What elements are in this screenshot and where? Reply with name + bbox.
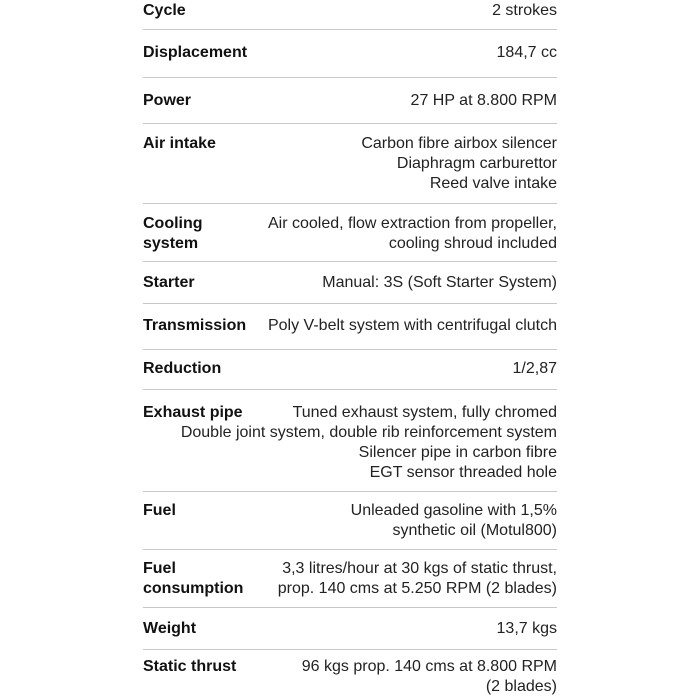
spec-label: Cycle	[143, 2, 186, 19]
spec-label: Displacement	[143, 44, 248, 61]
spec-row-static-thrust	[143, 650, 557, 700]
spec-label: Transmission	[143, 317, 247, 334]
spec-row-starter	[143, 262, 557, 304]
spec-row-reduction	[143, 350, 557, 390]
spec-label: Fuel consumption	[143, 560, 244, 597]
spec-row-fuel-consumption	[143, 550, 557, 608]
spec-value: Manual: 3S (Soft Starter System)	[322, 274, 557, 291]
spec-value: Poly V-belt system with centrifugal clutch	[267, 317, 557, 334]
spec-row-exhaust-pipe	[143, 390, 557, 492]
spec-row-transmission	[143, 304, 557, 350]
spec-value: 27 HP at 8.800 RPM	[410, 92, 557, 109]
spec-value: 96 kgs prop. 140 cms at 8.800 RPM (2 blades)	[301, 658, 557, 695]
spec-row-cooling-system	[143, 204, 557, 262]
spec-label: Air intake	[143, 135, 216, 152]
spec-label: Static thrust	[143, 658, 237, 675]
spec-label: Starter	[143, 274, 195, 291]
spec-value: Tuned exhaust system, fully chromed Double joint system, double rib reinforcement system Silencer pipe in carbon fibre EGT sensor threaded hole	[180, 404, 557, 481]
spec-table	[143, 0, 557, 700]
spec-value: Carbon fibre airbox silencer Diaphragm carburettor Reed valve intake	[361, 135, 557, 192]
spec-row-weight	[143, 608, 557, 650]
spec-value: 184,7 cc	[496, 44, 557, 61]
spec-value: Unleaded gasoline with 1,5% synthetic oil (Motul800)	[350, 502, 557, 539]
spec-value: 2 strokes	[492, 2, 557, 19]
spec-row-power	[143, 78, 557, 124]
spec-row-air-intake	[143, 124, 557, 204]
spec-row-fuel	[143, 492, 557, 550]
spec-label: Cooling system	[143, 215, 203, 252]
spec-value: 1/2,87	[512, 360, 557, 377]
spec-value: Air cooled, flow extraction from propeller, cooling shroud included	[267, 215, 557, 252]
spec-value: 3,3 litres/hour at 30 kgs of static thrust, prop. 140 cms at 5.250 RPM (2 blades)	[277, 560, 557, 597]
spec-value: 13,7 kgs	[496, 620, 557, 637]
spec-label: Reduction	[143, 360, 222, 377]
spec-label: Fuel	[143, 502, 176, 519]
spec-row-displacement	[143, 30, 557, 78]
spec-label: Exhaust pipe	[143, 404, 243, 421]
spec-label: Power	[143, 92, 192, 109]
spec-row-cycle	[143, 0, 557, 30]
spec-label: Weight	[143, 620, 197, 637]
